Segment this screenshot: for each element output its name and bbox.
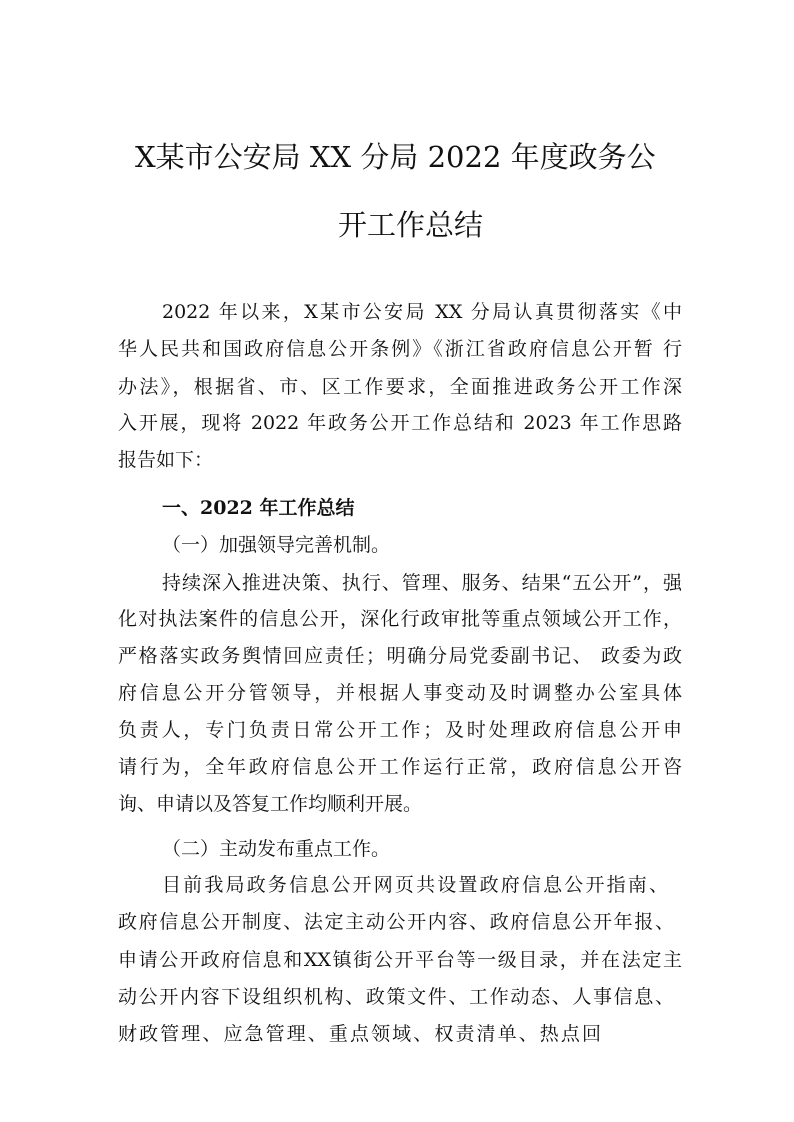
title-line-2: 开工作总结: [338, 208, 484, 242]
body-line: 严格落实政务舆情回应责任；明确分局党委副书记、 政委为政: [118, 645, 682, 667]
intro-line: 入开展，现将 2022 年政务公开工作总结和 2023 年工作思路: [118, 412, 682, 434]
intro-line: 华人民共和国政府信息公开条例》《浙江省政府信息公开暂 行: [118, 338, 682, 360]
body-line: 申请公开政府信息和XX镇街公开平台等一级目录，并在法定主: [118, 949, 682, 971]
body-line: 目前我局政务信息公开网页共设置政府信息公开指南、: [162, 874, 668, 896]
body-line: 政府信息公开制度、法定主动公开内容、政府信息公开年报、: [118, 911, 674, 933]
body-line: 府信息公开分管领导，并根据人事变动及时调整办公室具体: [118, 682, 682, 704]
body-line: 询、申请以及答复工作均顺利开展。: [118, 793, 423, 815]
subsection-heading: （一）加强领导完善机制。: [162, 534, 391, 556]
section-heading: 一、2022 年工作总结: [162, 497, 355, 519]
body-line: 持续深入推进决策、执行、管理、服务、结果“五公开”，强: [162, 572, 682, 594]
body-line: 负责人，专门负责日常公开工作；及时处理政府信息公开申: [118, 719, 682, 741]
intro-line: 2022 年以来，X某市公安局 XX 分局认真贯彻落实《中: [162, 301, 682, 323]
body-line: 化对执法案件的信息公开，深化行政审批等重点领域公开工作，: [118, 608, 682, 630]
body-line: 财政管理、应急管理、重点领域、权责清单、热点回: [118, 1023, 601, 1045]
intro-line: 办法》，根据省、市、区工作要求，全面推进政务公开工作深: [118, 376, 682, 398]
body-line: 请行为，全年政府信息公开工作运行正常，政府信息公开咨: [118, 756, 682, 778]
subsection-heading: （二）主动发布重点工作。: [162, 838, 391, 860]
intro-line: 报告如下：: [118, 449, 214, 471]
body-line: 动公开内容下设组织机构、政策文件、工作动态、人事信息、: [118, 986, 674, 1008]
title-line-1: X某市公安局 XX 分局 2022 年度政务公: [135, 140, 656, 174]
